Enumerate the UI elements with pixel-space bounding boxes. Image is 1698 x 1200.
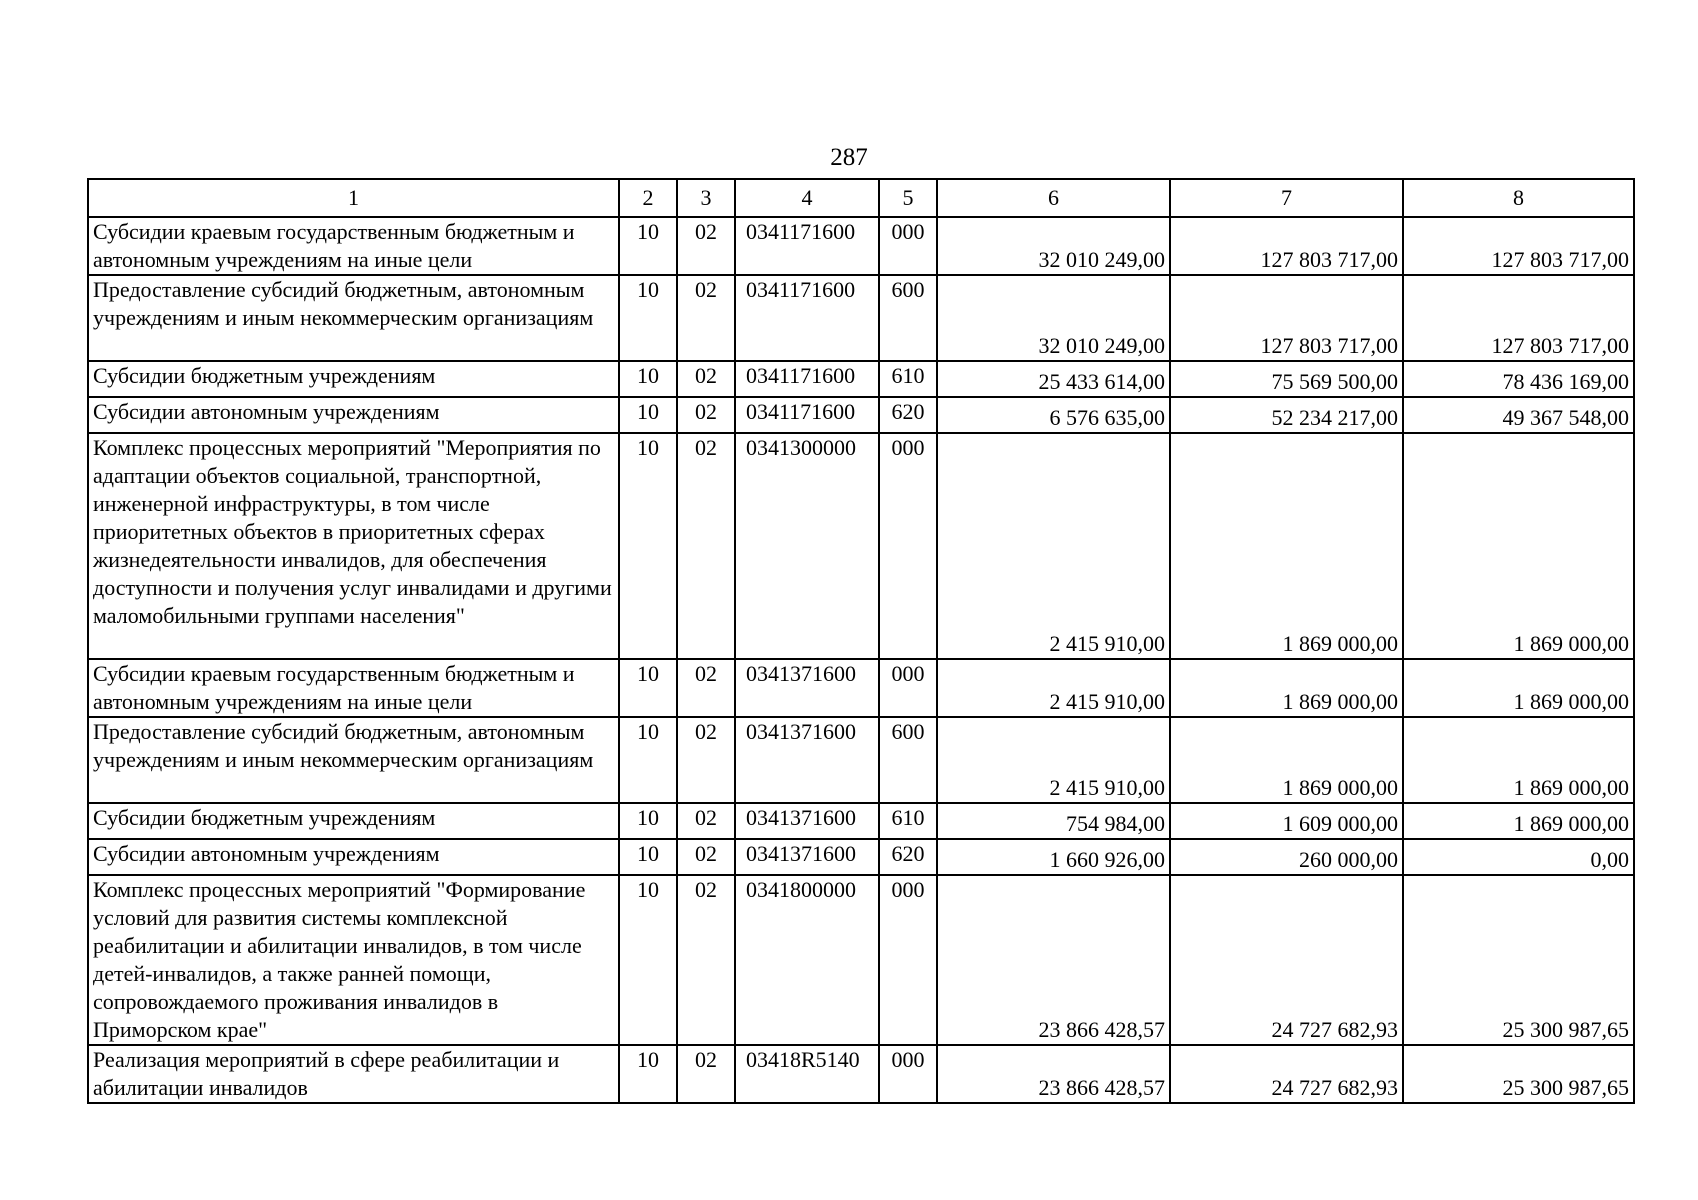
table-row — [88, 433, 1634, 659]
table-row — [88, 875, 1634, 1045]
amount-col8: 78 436 169,00 — [1403, 361, 1634, 397]
target-article-code: 0341371600 — [735, 717, 879, 803]
expense-type-code: 610 — [879, 803, 937, 839]
target-article-code: 0341171600 — [735, 217, 879, 275]
section-code: 10 — [619, 361, 677, 397]
amount-col6: 2 415 910,00 — [937, 717, 1170, 803]
page-number: 287 — [830, 144, 868, 171]
target-article-code: 0341300000 — [735, 433, 879, 659]
row-name: Предоставление субсидий бюджетным, автономным учреждениям и иным некоммерческим организациям — [88, 717, 619, 803]
table-row — [88, 1045, 1634, 1103]
amount-col7: 1 609 000,00 — [1170, 803, 1403, 839]
amount-col7: 1 869 000,00 — [1170, 717, 1403, 803]
column-header: 2 — [619, 179, 677, 217]
header-row — [88, 179, 1634, 217]
subsection-code: 02 — [677, 217, 735, 275]
target-article-code: 0341800000 — [735, 875, 879, 1045]
table-row — [88, 397, 1634, 433]
section-code: 10 — [619, 717, 677, 803]
expense-type-code: 600 — [879, 717, 937, 803]
expense-type-code: 620 — [879, 397, 937, 433]
amount-col7: 24 727 682,93 — [1170, 1045, 1403, 1103]
section-code: 10 — [619, 433, 677, 659]
expense-type-code: 610 — [879, 361, 937, 397]
section-code: 10 — [619, 875, 677, 1045]
subsection-code: 02 — [677, 361, 735, 397]
amount-col6: 23 866 428,57 — [937, 1045, 1170, 1103]
section-code: 10 — [619, 217, 677, 275]
column-header: 8 — [1403, 179, 1634, 217]
amount-col7: 75 569 500,00 — [1170, 361, 1403, 397]
amount-col6: 6 576 635,00 — [937, 397, 1170, 433]
expense-type-code: 600 — [879, 275, 937, 361]
amount-col6: 32 010 249,00 — [937, 217, 1170, 275]
subsection-code: 02 — [677, 1045, 735, 1103]
amount-col7: 127 803 717,00 — [1170, 217, 1403, 275]
amount-col8: 49 367 548,00 — [1403, 397, 1634, 433]
row-name: Комплекс процессных мероприятий "Формирование условий для развития системы комплексной реабилитации и абилитации инвалидов, в том числе детей-инвалидов, а также ранней помощи, сопровождаемого проживания инвалидов в Приморском крае" — [88, 875, 619, 1045]
table-row — [88, 659, 1634, 717]
subsection-code: 02 — [677, 717, 735, 803]
row-name: Комплекс процессных мероприятий "Мероприятия по адаптации объектов социальной, транспортной, инженерной инфраструктуры, в том числе приоритетных объектов в приоритетных сферах жизнедеятельности инвалидов, для обеспечения доступности и получения услуг инвалидами и другими маломобильными группами населения" — [88, 433, 619, 659]
target-article-code: 03418R5140 — [735, 1045, 879, 1103]
column-header: 1 — [88, 179, 619, 217]
table-row — [88, 803, 1634, 839]
amount-col6: 32 010 249,00 — [937, 275, 1170, 361]
amount-col6: 754 984,00 — [937, 803, 1170, 839]
section-code: 10 — [619, 1045, 677, 1103]
subsection-code: 02 — [677, 397, 735, 433]
table-row — [88, 361, 1634, 397]
row-name: Реализация мероприятий в сфере реабилитации и абилитации инвалидов — [88, 1045, 619, 1103]
amount-col6: 2 415 910,00 — [937, 659, 1170, 717]
amount-col6: 2 415 910,00 — [937, 433, 1170, 659]
amount-col7: 127 803 717,00 — [1170, 275, 1403, 361]
amount-col6: 1 660 926,00 — [937, 839, 1170, 875]
row-name: Субсидии бюджетным учреждениям — [88, 803, 619, 839]
section-code: 10 — [619, 803, 677, 839]
subsection-code: 02 — [677, 275, 735, 361]
target-article-code: 0341371600 — [735, 803, 879, 839]
table-row — [88, 217, 1634, 275]
column-header: 4 — [735, 179, 879, 217]
amount-col8: 1 869 000,00 — [1403, 659, 1634, 717]
column-header: 6 — [937, 179, 1170, 217]
subsection-code: 02 — [677, 659, 735, 717]
budget-table — [87, 178, 1635, 1104]
column-header: 7 — [1170, 179, 1403, 217]
section-code: 10 — [619, 659, 677, 717]
expense-type-code: 000 — [879, 875, 937, 1045]
expense-type-code: 000 — [879, 659, 937, 717]
target-article-code: 0341171600 — [735, 361, 879, 397]
amount-col8: 127 803 717,00 — [1403, 217, 1634, 275]
amount-col6: 25 433 614,00 — [937, 361, 1170, 397]
amount-col8: 1 869 000,00 — [1403, 803, 1634, 839]
table-row — [88, 275, 1634, 361]
subsection-code: 02 — [677, 875, 735, 1045]
amount-col8: 1 869 000,00 — [1403, 433, 1634, 659]
column-header: 3 — [677, 179, 735, 217]
table-row — [88, 839, 1634, 875]
column-header: 5 — [879, 179, 937, 217]
amount-col8: 127 803 717,00 — [1403, 275, 1634, 361]
amount-col8: 25 300 987,65 — [1403, 1045, 1634, 1103]
row-name: Субсидии краевым государственным бюджетным и автономным учреждениям на иные цели — [88, 217, 619, 275]
subsection-code: 02 — [677, 803, 735, 839]
row-name: Субсидии краевым государственным бюджетным и автономным учреждениям на иные цели — [88, 659, 619, 717]
expense-type-code: 000 — [879, 1045, 937, 1103]
amount-col7: 1 869 000,00 — [1170, 659, 1403, 717]
amount-col8: 0,00 — [1403, 839, 1634, 875]
target-article-code: 0341171600 — [735, 275, 879, 361]
section-code: 10 — [619, 275, 677, 361]
amount-col6: 23 866 428,57 — [937, 875, 1170, 1045]
target-article-code: 0341371600 — [735, 839, 879, 875]
subsection-code: 02 — [677, 433, 735, 659]
row-name: Субсидии автономным учреждениям — [88, 397, 619, 433]
expense-type-code: 000 — [879, 433, 937, 659]
row-name: Субсидии автономным учреждениям — [88, 839, 619, 875]
amount-col8: 25 300 987,65 — [1403, 875, 1634, 1045]
row-name: Предоставление субсидий бюджетным, автономным учреждениям и иным некоммерческим организациям — [88, 275, 619, 361]
section-code: 10 — [619, 397, 677, 433]
amount-col7: 260 000,00 — [1170, 839, 1403, 875]
amount-col7: 1 869 000,00 — [1170, 433, 1403, 659]
table-row — [88, 717, 1634, 803]
target-article-code: 0341171600 — [735, 397, 879, 433]
expense-type-code: 620 — [879, 839, 937, 875]
amount-col8: 1 869 000,00 — [1403, 717, 1634, 803]
subsection-code: 02 — [677, 839, 735, 875]
amount-col7: 24 727 682,93 — [1170, 875, 1403, 1045]
amount-col7: 52 234 217,00 — [1170, 397, 1403, 433]
target-article-code: 0341371600 — [735, 659, 879, 717]
section-code: 10 — [619, 839, 677, 875]
expense-type-code: 000 — [879, 217, 937, 275]
row-name: Субсидии бюджетным учреждениям — [88, 361, 619, 397]
